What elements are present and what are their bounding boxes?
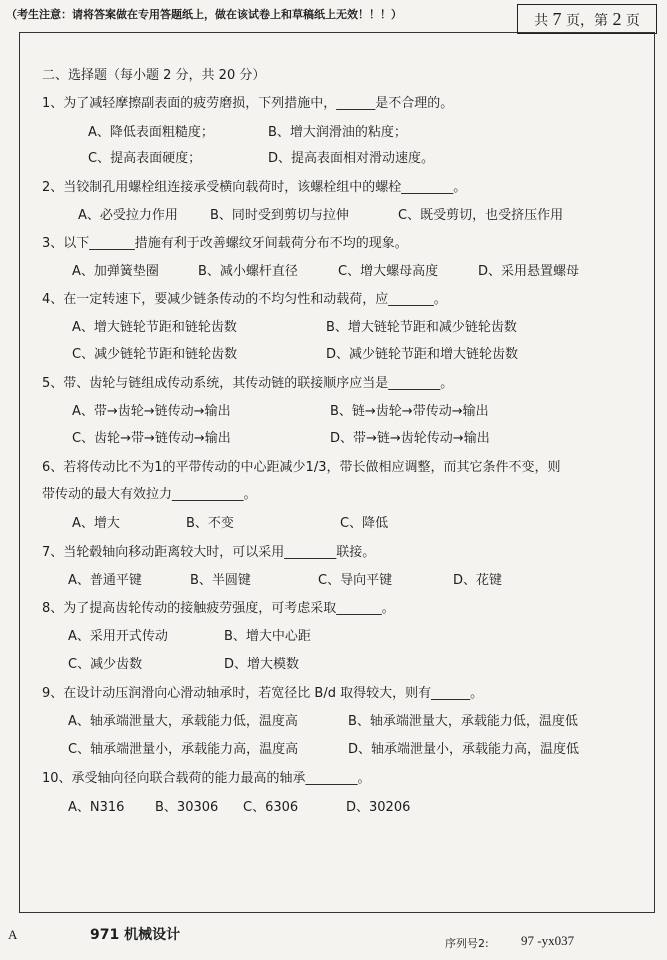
serial-value: 97 -yx037 (521, 933, 575, 948)
q1-option-d: D、提高表面相对滑动速度。 (268, 151, 435, 166)
question-2-stem: 2、当铰制孔用螺栓组连接承受横向载荷时，该螺栓组中的螺栓________。 (42, 180, 467, 195)
question-5-stem: 5、带、齿轮与链组成传动系统，其传动链的联接顺序应当是________。 (42, 376, 454, 391)
page-current-suffix: 页 (625, 13, 640, 29)
page-total-prefix: 共 (534, 13, 549, 29)
course-title: 971 机械设计 (90, 927, 181, 943)
q5-option-b: B、链→齿轮→带传动→输出 (330, 404, 489, 419)
q5-option-a: A、带→齿轮→链传动→输出 (72, 404, 231, 419)
question-1-stem: 1、为了减轻摩擦副表面的疲劳磨损，下列措施中，______是不合理的。 (42, 96, 454, 111)
q4-option-a: A、增大链轮节距和链轮齿数 (72, 320, 237, 335)
q7-option-d: D、花键 (453, 573, 503, 588)
q3-option-d: D、采用悬置螺母 (478, 264, 580, 279)
q3-option-b: B、减小螺杆直径 (198, 264, 298, 279)
q1-option-a: A、降低表面粗糙度； (88, 125, 214, 140)
q2-option-c: C、既受剪切，也受挤压作用 (398, 208, 564, 223)
question-3-stem: 3、以下_______措施有利于改善螺纹牙间载荷分布不均的现象。 (42, 236, 408, 251)
q8-option-b: B、增大中心距 (224, 629, 311, 644)
q6-option-a: A、增大 (72, 516, 120, 531)
page-total: 7 (552, 9, 562, 29)
question-4-stem: 4、在一定转速下，要减少链条传动的不均匀性和动载荷，应_______。 (42, 292, 447, 307)
q4-option-d: D、减少链轮节距和增大链轮齿数 (326, 347, 519, 362)
question-10-stem: 10、承受轴向径向联合载荷的能力最高的轴承________。 (42, 771, 371, 786)
page-total-suffix: 页，第 (566, 13, 608, 29)
q6-option-b: B、不变 (186, 516, 234, 531)
q1-option-b: B、增大润滑油的粘度； (268, 125, 407, 140)
question-6-stem: 6、若将传动比不为1的平带传动的中心距减少1/3，带长做相应调整，而其它条件不变，则 (42, 460, 561, 475)
q1-option-c: C、提高表面硬度； (88, 151, 202, 166)
question-7-stem: 7、当轮毂轴向移动距离较大时，可以采用________联接。 (42, 545, 376, 560)
question-6-stem-cont: 带传动的最大有效拉力___________。 (42, 487, 257, 502)
page-current: 2 (612, 9, 622, 29)
q2-option-b: B、同时受到剪切与拉伸 (210, 208, 349, 223)
paper-version: A (8, 927, 18, 942)
q9-option-a: A、轴承端泄量大，承载能力低，温度高 (68, 714, 298, 729)
q5-option-c: C、齿轮→带→链传动→输出 (72, 431, 231, 446)
q10-option-d: D、30206 (346, 800, 411, 815)
q7-option-b: B、半圆键 (190, 573, 251, 588)
question-9-stem: 9、在设计动压润滑向心滑动轴承时，若宽径比 B/d 取得较大，则有______。 (42, 686, 484, 701)
section-title: 二、选择题（每小题 2 分，共 20 分） (42, 68, 266, 83)
q5-option-d: D、带→链→齿轮传动→输出 (330, 431, 490, 446)
q9-option-d: D、轴承端泄量小，承载能力高，温度低 (348, 742, 580, 757)
page-indicator (517, 4, 657, 34)
q4-option-c: C、减少链轮节距和链轮齿数 (72, 347, 238, 362)
q4-option-b: B、增大链轮节距和减少链轮齿数 (326, 320, 517, 335)
q6-option-c: C、降低 (340, 516, 389, 531)
q8-option-c: C、减少齿数 (68, 657, 143, 672)
q10-option-c: C、6306 (243, 800, 299, 815)
q3-option-a: A、加弹簧垫圈 (72, 264, 159, 279)
serial-label: 序列号2: (445, 937, 489, 950)
q7-option-c: C、导向平键 (318, 573, 393, 588)
q9-option-c: C、轴承端泄量小，承载能力高，温度高 (68, 742, 299, 757)
q10-option-b: B、30306 (155, 800, 219, 815)
q7-option-a: A、普通平键 (68, 573, 142, 588)
exam-notice: （考生注意：请将答案做在专用答题纸上，做在该试卷上和草稿纸上无效！！！） (6, 8, 402, 21)
q9-option-b: B、轴承端泄量大，承载能力低，温度低 (348, 714, 578, 729)
q8-option-d: D、增大模数 (224, 657, 300, 672)
q8-option-a: A、采用开式传动 (68, 629, 168, 644)
q10-option-a: A、N316 (68, 800, 125, 815)
question-8-stem: 8、为了提高齿轮传动的接触疲劳强度，可考虑采取_______。 (42, 601, 395, 616)
q3-option-c: C、增大螺母高度 (338, 264, 439, 279)
q2-option-a: A、必受拉力作用 (78, 208, 178, 223)
